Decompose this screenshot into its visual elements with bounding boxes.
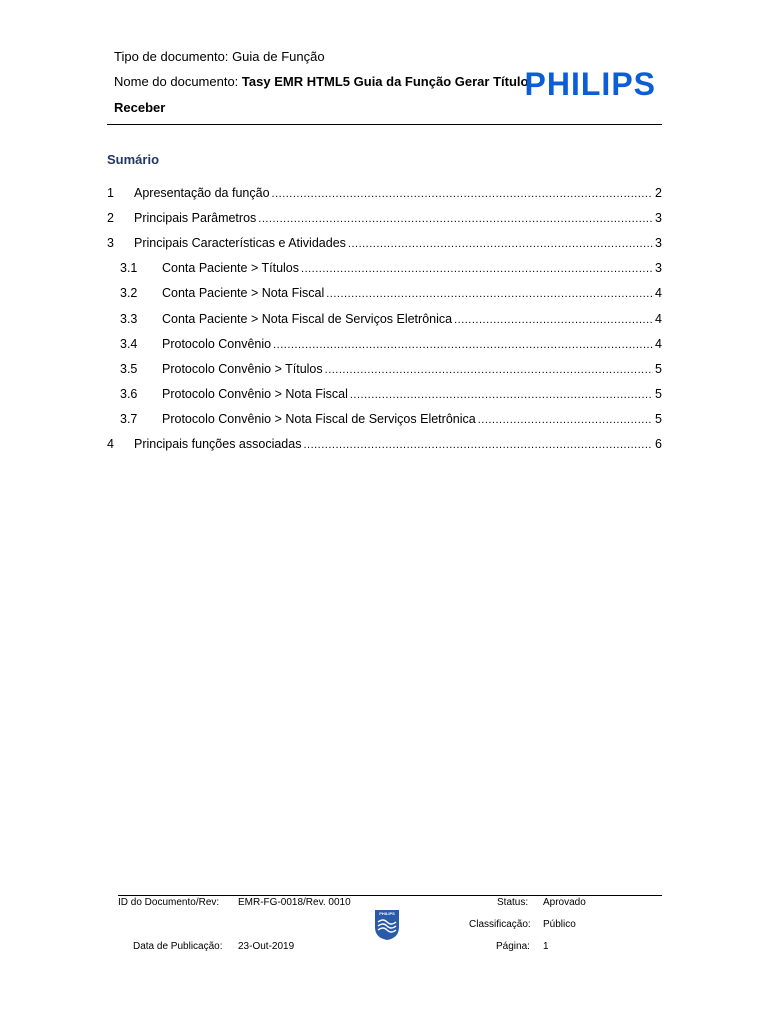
table-of-contents bbox=[107, 180, 662, 457]
toc-entry-page: 4 bbox=[655, 336, 662, 351]
toc-entry-number: 3.1 bbox=[120, 261, 138, 276]
toc-entry-number: 2 bbox=[107, 210, 114, 225]
toc-entry-number: 3 bbox=[107, 235, 114, 250]
toc-entry-page: 4 bbox=[655, 286, 662, 301]
toc-entry[interactable] bbox=[107, 230, 662, 255]
toc-entry-number: 3.2 bbox=[120, 286, 138, 301]
doc-name-value: Tasy EMR HTML5 Guia da Função Gerar Título bbox=[241, 74, 529, 89]
footer-page-value: 1 bbox=[543, 941, 549, 952]
toc-leader-dots bbox=[326, 286, 653, 300]
toc-entry-label[interactable]: Conta Paciente > Títulos bbox=[162, 261, 300, 276]
toc-leader-dots bbox=[258, 211, 653, 225]
toc-entry-page: 3 bbox=[655, 235, 662, 250]
doc-name-value-cont: Receber bbox=[114, 100, 166, 115]
toc-entry-number: 3.7 bbox=[120, 412, 138, 427]
toc-entry-label[interactable]: Protocolo Convênio > Nota Fiscal bbox=[162, 387, 348, 402]
footer-status-label: Status: bbox=[497, 897, 529, 908]
toc-entry[interactable] bbox=[107, 432, 662, 457]
toc-leader-dots bbox=[273, 337, 653, 351]
toc-leader-dots bbox=[301, 261, 653, 275]
toc-entry-number: 3.5 bbox=[120, 361, 138, 376]
toc-entry-page: 5 bbox=[655, 387, 662, 402]
toc-entry-label[interactable]: Protocolo Convênio > Títulos bbox=[162, 361, 323, 376]
toc-entry-page: 3 bbox=[655, 210, 662, 225]
toc-entry-label[interactable]: Apresentação da função bbox=[134, 185, 270, 200]
footer-page-label: Página: bbox=[496, 941, 530, 952]
header-divider bbox=[107, 124, 662, 125]
toc-entry-label[interactable]: Principais funções associadas bbox=[134, 437, 302, 452]
toc-leader-dots bbox=[348, 236, 653, 250]
toc-title: Sumário bbox=[107, 152, 160, 167]
toc-leader-dots bbox=[478, 412, 653, 426]
toc-entry-label[interactable]: Principais Parâmetros bbox=[134, 210, 257, 225]
toc-entry-number: 4 bbox=[107, 437, 114, 452]
document-footer bbox=[118, 897, 662, 957]
toc-entry-label[interactable]: Conta Paciente > Nota Fiscal bbox=[162, 286, 325, 301]
toc-entry-label[interactable]: Protocolo Convênio > Nota Fiscal de Serviços Eletrônica bbox=[162, 412, 476, 427]
philips-shield-icon bbox=[373, 907, 401, 941]
toc-entry-label[interactable]: Protocolo Convênio bbox=[162, 336, 272, 351]
toc-entry-label[interactable]: Principais Características e Atividades bbox=[134, 235, 346, 250]
toc-entry[interactable] bbox=[107, 205, 662, 230]
toc-leader-dots bbox=[454, 312, 653, 326]
toc-entry[interactable] bbox=[107, 382, 662, 407]
toc-entry-label[interactable]: Conta Paciente > Nota Fiscal de Serviços Eletrônica bbox=[162, 311, 453, 326]
toc-leader-dots bbox=[272, 186, 654, 200]
toc-leader-dots bbox=[303, 437, 653, 451]
doc-type-label: Tipo de documento: bbox=[114, 49, 229, 64]
toc-entry[interactable] bbox=[107, 331, 662, 356]
toc-entry-page: 2 bbox=[655, 185, 662, 200]
toc-entry[interactable] bbox=[107, 256, 662, 281]
footer-class-value: Público bbox=[543, 919, 576, 930]
footer-id-value: EMR-FG-0018/Rev. 0010 bbox=[238, 897, 351, 908]
toc-entry-page: 3 bbox=[655, 261, 662, 276]
toc-entry-number: 3.3 bbox=[120, 311, 138, 326]
toc-entry[interactable] bbox=[107, 180, 662, 205]
toc-entry[interactable] bbox=[107, 356, 662, 381]
toc-entry[interactable] bbox=[107, 306, 662, 331]
footer-date-label: Data de Publicação: bbox=[133, 941, 223, 952]
toc-entry[interactable] bbox=[107, 281, 662, 306]
doc-name-label: Nome do documento: bbox=[114, 74, 239, 89]
toc-entry-number: 3.4 bbox=[120, 336, 138, 351]
toc-entry-number: 1 bbox=[107, 185, 114, 200]
footer-id-label: ID do Documento/Rev: bbox=[118, 897, 220, 908]
footer-class-label: Classificação: bbox=[469, 919, 531, 930]
toc-entry-number: 3.6 bbox=[120, 387, 138, 402]
footer-status-value: Aprovado bbox=[543, 897, 586, 908]
philips-logo: PHILIPS bbox=[524, 66, 656, 102]
footer-divider bbox=[118, 895, 662, 896]
toc-entry-page: 5 bbox=[655, 412, 662, 427]
footer-date-value: 23-Out-2019 bbox=[238, 941, 295, 952]
toc-entry[interactable] bbox=[107, 407, 662, 432]
shield-text: PHILIPS bbox=[379, 911, 395, 916]
toc-entry-page: 5 bbox=[655, 361, 662, 376]
toc-entry-page: 4 bbox=[655, 311, 662, 326]
toc-leader-dots bbox=[325, 362, 653, 376]
toc-entry-page: 6 bbox=[655, 437, 662, 452]
document-header bbox=[114, 44, 662, 120]
toc-leader-dots bbox=[350, 387, 653, 401]
doc-type-value: Guia de Função bbox=[232, 49, 325, 64]
